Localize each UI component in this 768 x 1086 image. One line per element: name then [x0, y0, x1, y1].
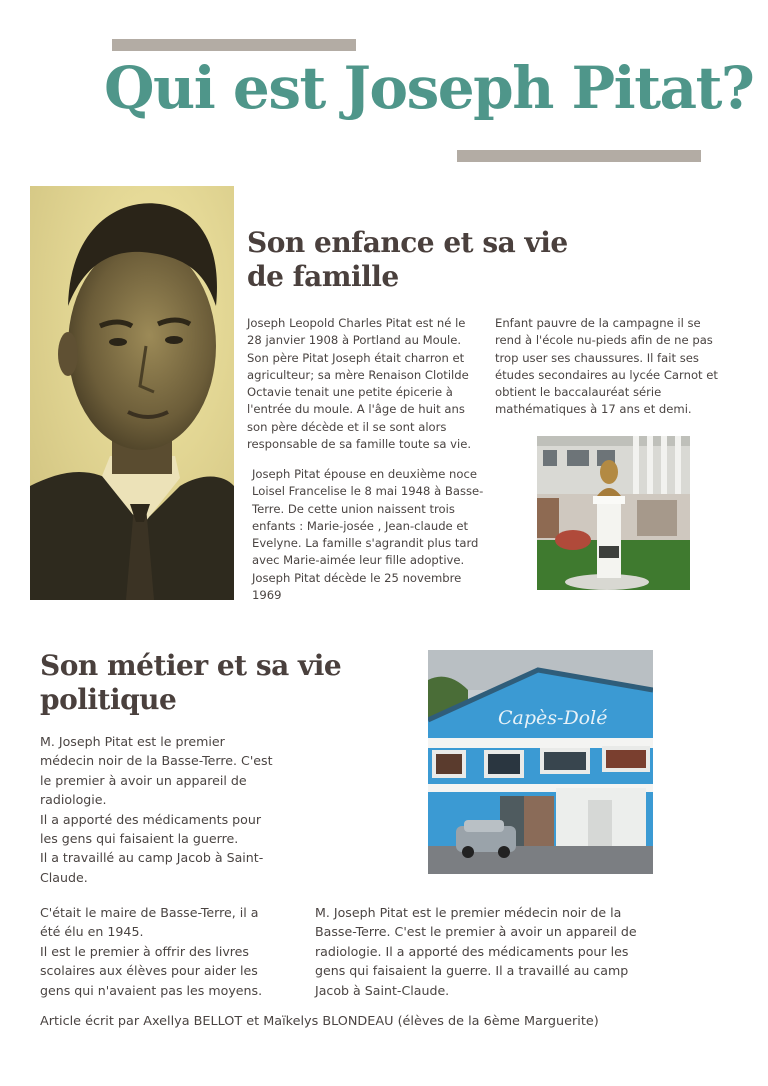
building-sign-text: Capès-Dolé — [498, 707, 608, 729]
paragraph-enfance-family: Joseph Pitat épouse en deuxième noce Loisel Francelise le 8 mai 1948 à Basse-Terre. De cette union naissent trois enfants : Marie-josée , Jean-claude et Evelyne. La famille s'agrandit plus tard avec Marie-aimée leur fille adoptive. Joseph Pitat décède le 25 novembre 1969 — [252, 467, 484, 603]
decorative-bar-top — [112, 39, 356, 51]
section-title-metier: Son métier et sa vie politique — [40, 649, 342, 716]
decorative-bar-bottom — [457, 150, 701, 162]
paragraph-metier-summary: M. Joseph Pitat est le premier médecin noir de la Basse-Terre. C'est le premier à avoir un appareil de radiologie. Il a apporté des médicaments pour les gens qui faisaient la guerre. Il a travaillé au camp Jacob à Saint-Claude. — [315, 905, 637, 998]
paragraph-metier-doctor: M. Joseph Pitat est le premier médecin noir de la Basse-Terre. C'est le premier à avoir un appareil de radiologie. Il a apporté des médicaments pour les gens qui faisaient la guerre. Il a travaillé au camp Jacob à Saint-Claude. — [40, 734, 273, 885]
paragraph-enfance-birth: Joseph Leopold Charles Pitat est né le 28 janvier 1908 à Portland au Moule. Son père Pitat Joseph était charron et agriculteur; sa mère Renaison Clotilde Octavie tenait une petite épicerie à l'entrée du moule. A l'âge de huit ans son père décède et il se sont alors responsable de sa famille toute sa vie. — [247, 316, 472, 452]
page-title: Qui est Joseph Pitat? — [104, 54, 754, 122]
paragraph-enfance-school: Enfant pauvre de la campagne il se rend à l'école nu-pieds afin de ne pas trop user ses chaussures. Il fait ses études secondaires au lycée Carnot et obtient le baccalauréat série mathématiques à 17 ans et demi. — [495, 316, 718, 417]
bust-statue-photo — [537, 436, 690, 590]
section-title-enfance: Son enfance et sa vie de famille — [247, 226, 568, 293]
building-photo — [428, 650, 653, 874]
paragraph-metier-mayor: C'était le maire de Basse-Terre, il a été élu en 1945. Il est le premier à offrir des livres scolaires aux élèves pour aider les gens qui n'avaient pas les moyens. — [40, 905, 263, 998]
article-credits: Article écrit par Axellya BELLOT et Maïkelys BLONDEAU (élèves de la 6ème Marguerite) — [40, 1014, 599, 1029]
portrait-photo — [30, 186, 234, 600]
